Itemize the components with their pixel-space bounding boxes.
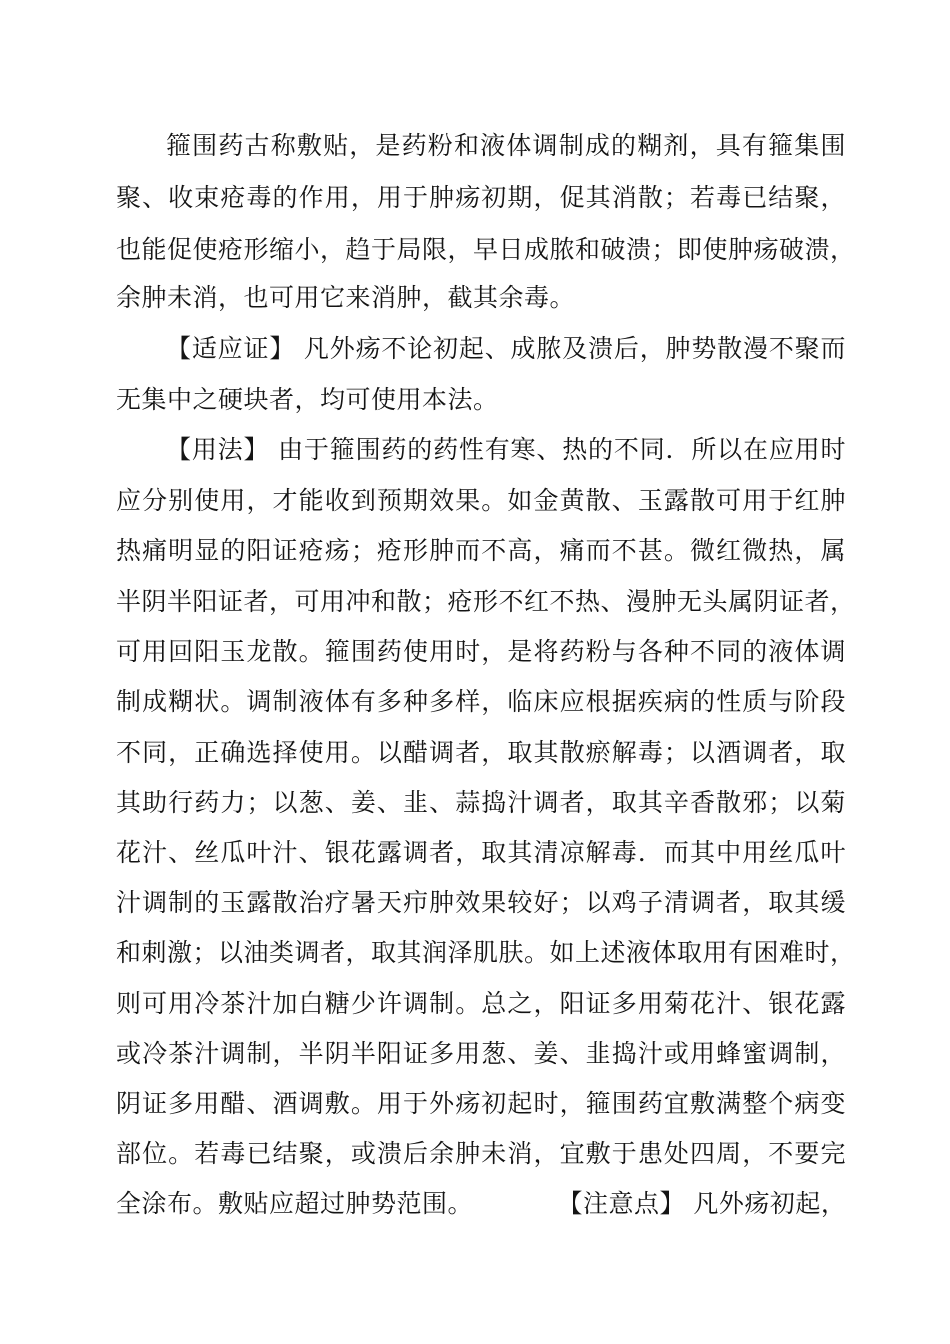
indications-line-1: 【适应证】 凡外疡不论初起、成脓及溃后，肿势散漫不聚而 (166, 334, 846, 363)
usage-line-4: 半阴半阳证者，可用冲和散；疮形不红不热、漫肿无头属阴证者， (116, 587, 856, 616)
usage-line-10: 汁调制的玉露散治疗暑天疖肿效果较好；以鸡子清调者，取其缓 (116, 888, 846, 917)
usage-line-5: 可用回阳玉龙散。箍围药使用时，是将药粉与各种不同的液体调 (116, 637, 846, 666)
usage-line-12: 则可用冷茶汁加白糖少许调制。总之，阳证多用菊花汁、银花露 (116, 989, 846, 1018)
paragraph-intro-line-4: 余肿未消，也可用它来消肿，截其余毒。 (116, 283, 576, 312)
usage-line-16: 全涂布。敷贴应超过肿势范围。 【注意点】 凡外疡初起， (116, 1189, 847, 1218)
paragraph-intro-line-2: 聚、收束疮毒的作用，用于肿疡初期，促其消散；若毒已结聚， (116, 183, 846, 212)
indications-line-2: 无集中之硬块者，均可使用本法。 (116, 385, 499, 414)
usage-line-2: 应分别使用，才能收到预期效果。如金黄散、玉露散可用于红肿 (116, 486, 846, 515)
paragraph-intro-line-1: 箍围药古称敷贴，是药粉和液体调制成的糊剂，具有箍集围 (166, 131, 846, 160)
usage-line-11: 和刺激；以油类调者，取其润泽肌肤。如上述液体取用有困难时， (116, 938, 856, 967)
usage-line-14: 阴证多用醋、酒调敷。用于外疡初起时，箍围药宜敷满整个病变 (116, 1089, 846, 1118)
paragraph-intro-line-3: 也能促使疮形缩小，趋于局限，早日成脓和破溃；即使肿疡破溃， (116, 235, 856, 264)
usage-line-9: 花汁、丝瓜叶汁、银花露调者，取其清凉解毒．而其中用丝瓜叶 (116, 838, 846, 867)
usage-line-7: 不同，正确选择使用。以醋调者，取其散瘀解毒；以酒调者，取 (116, 738, 846, 767)
usage-line-15: 部位。若毒已结聚，或溃后余肿未消，宜敷于患处四周，不要完 (116, 1139, 846, 1168)
usage-line-6: 制成糊状。调制液体有多种多样，临床应根据疾病的性质与阶段 (116, 687, 846, 716)
usage-line-1: 【用法】 由于箍围药的药性有寒、热的不同．所以在应用时 (166, 435, 846, 464)
usage-line-3: 热痛明显的阳证疮疡；疮形肿而不高，痛而不甚。微红微热，属 (116, 536, 846, 565)
usage-line-13: 或冷茶汁调制，半阴半阳证多用葱、姜、韭捣汁或用蜂蜜调制， (116, 1039, 846, 1068)
usage-line-8: 其助行药力；以葱、姜、韭、蒜捣汁调者，取其辛香散邪；以菊 (116, 788, 846, 817)
